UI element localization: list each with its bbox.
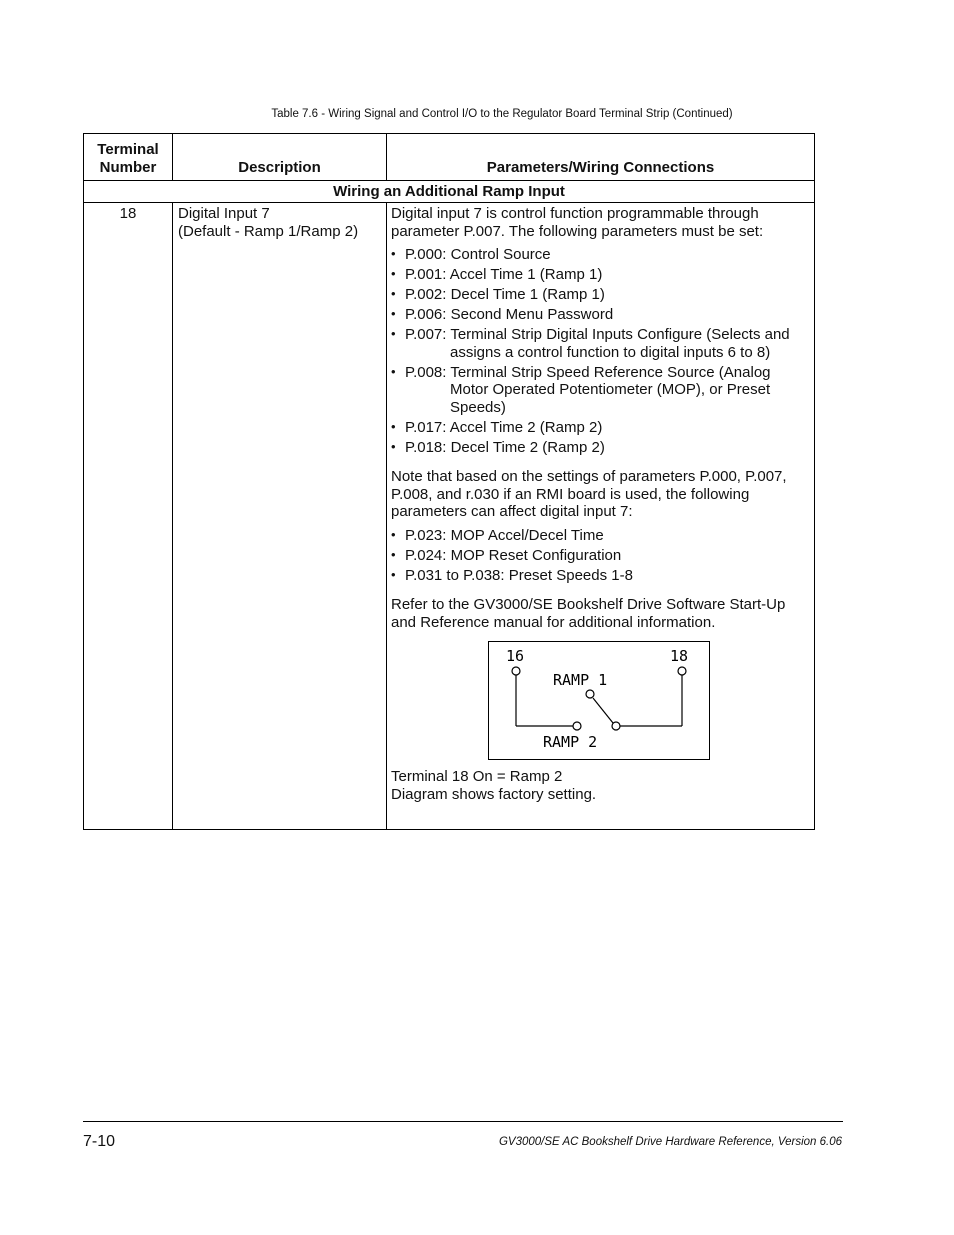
switch-arm	[593, 698, 613, 723]
terminal-18-node	[678, 667, 686, 675]
bullet-icon: •	[391, 526, 396, 542]
diagram-ramp1-label: RAMP 1	[553, 671, 608, 689]
list-item	[391, 547, 806, 565]
header-terminal-line2: Number	[99, 158, 157, 176]
list-item-text: P.017: Accel Time 2 (Ramp 2)	[405, 418, 603, 436]
bullet-icon: •	[391, 438, 396, 454]
list-item	[391, 286, 806, 304]
list-item-text: P.023: MOP Accel/Decel Time	[405, 526, 604, 544]
terminal-cell: 18	[84, 203, 173, 830]
list-item-text: P.002: Decel Time 1 (Ramp 1)	[405, 286, 605, 303]
diagram-terminal-18: 18	[670, 647, 689, 665]
bullet-icon: •	[391, 363, 396, 379]
list-item	[391, 364, 806, 417]
list-item-text: P.007: Terminal Strip Digital Inputs Configure (Selects and	[405, 326, 790, 343]
header-parameters: Parameters/Wiring Connections	[387, 134, 815, 181]
ramp-switch-svg	[489, 642, 709, 759]
header-description: Description	[173, 134, 387, 181]
outro-line2: Diagram shows factory setting.	[391, 785, 597, 803]
list-item	[391, 246, 806, 264]
diagram-terminal-16: 16	[506, 647, 525, 665]
outro-line1: Terminal 18 On = Ramp 2	[391, 768, 563, 785]
note-text: Note that based on the settings of parameters P.000, P.007, P.008, and r.030 if an RMI board is used, the following parameters can affect digital input 7:	[391, 468, 787, 520]
table-header-row	[84, 134, 815, 181]
table-caption: Table 7.6 - Wiring Signal and Control I/O to the Regulator Board Terminal Strip (Continued)	[271, 108, 733, 120]
diagram-ramp2-label: RAMP 2	[543, 733, 598, 751]
list-item	[391, 306, 806, 324]
list-item-text: P.001: Accel Time 1 (Ramp 1)	[405, 266, 603, 283]
bullet-icon: •	[391, 566, 396, 582]
wiring-table	[83, 133, 815, 830]
bullet-icon: •	[391, 326, 396, 341]
common-contact-node	[612, 722, 620, 730]
parameters-cell	[387, 203, 815, 830]
refer-text: Refer to the GV3000/SE Bookshelf Drive Software Start-Up and Reference manual for additional information.	[391, 596, 786, 631]
list-item-text: P.000: Control Source	[405, 246, 551, 263]
section-row	[84, 181, 815, 203]
list-item-text: P.031 to P.038: Preset Speeds 1-8	[405, 566, 633, 584]
list-item	[391, 527, 806, 545]
description-line2: (Default - Ramp 1/Ramp 2)	[178, 222, 359, 240]
description-cell	[173, 203, 387, 830]
ramp-switch-diagram	[488, 641, 710, 760]
header-terminal-number	[84, 134, 173, 181]
bullet-icon: •	[391, 286, 396, 301]
list-item	[391, 567, 806, 585]
list-item	[391, 419, 806, 437]
header-terminal-line1: Terminal	[97, 141, 159, 158]
bullet-icon: •	[391, 246, 396, 261]
affecting-params-list	[391, 527, 806, 585]
list-item-continuation: assigns a control function to digital inputs 6 to 8)	[450, 343, 771, 361]
terminal-16-node	[512, 667, 520, 675]
list-item-text: P.018: Decel Time 2 (Ramp 2)	[405, 438, 605, 456]
intro-text: Digital input 7 is control function programmable through parameter P.007. The following parameters must be set:	[391, 205, 764, 240]
document-title: GV3000/SE AC Bookshelf Drive Hardware Reference, Version 6.06	[498, 1136, 842, 1148]
list-item	[391, 326, 806, 361]
bullet-icon: •	[391, 266, 396, 281]
description-line1: Digital Input 7	[178, 205, 270, 222]
bullet-icon: •	[391, 546, 396, 562]
bullet-icon: •	[391, 418, 396, 434]
list-item-continuation: Motor Operated Potentiometer (MOP), or Preset Speeds)	[450, 381, 771, 416]
list-item-text: P.024: MOP Reset Configuration	[405, 546, 622, 564]
page-number: 7-10	[83, 1133, 116, 1150]
list-item-text: P.008: Terminal Strip Speed Reference Source (Analog	[405, 363, 771, 381]
required-params-list	[391, 246, 806, 456]
ramp1-contact-node	[586, 690, 594, 698]
list-item	[391, 439, 806, 457]
list-item	[391, 266, 806, 284]
footer-divider	[83, 1121, 843, 1122]
section-title: Wiring an Additional Ramp Input	[84, 181, 815, 203]
ramp2-contact-node	[573, 722, 581, 730]
table-row	[84, 203, 815, 830]
list-item-text: P.006: Second Menu Password	[405, 306, 614, 323]
bullet-icon: •	[391, 306, 396, 321]
